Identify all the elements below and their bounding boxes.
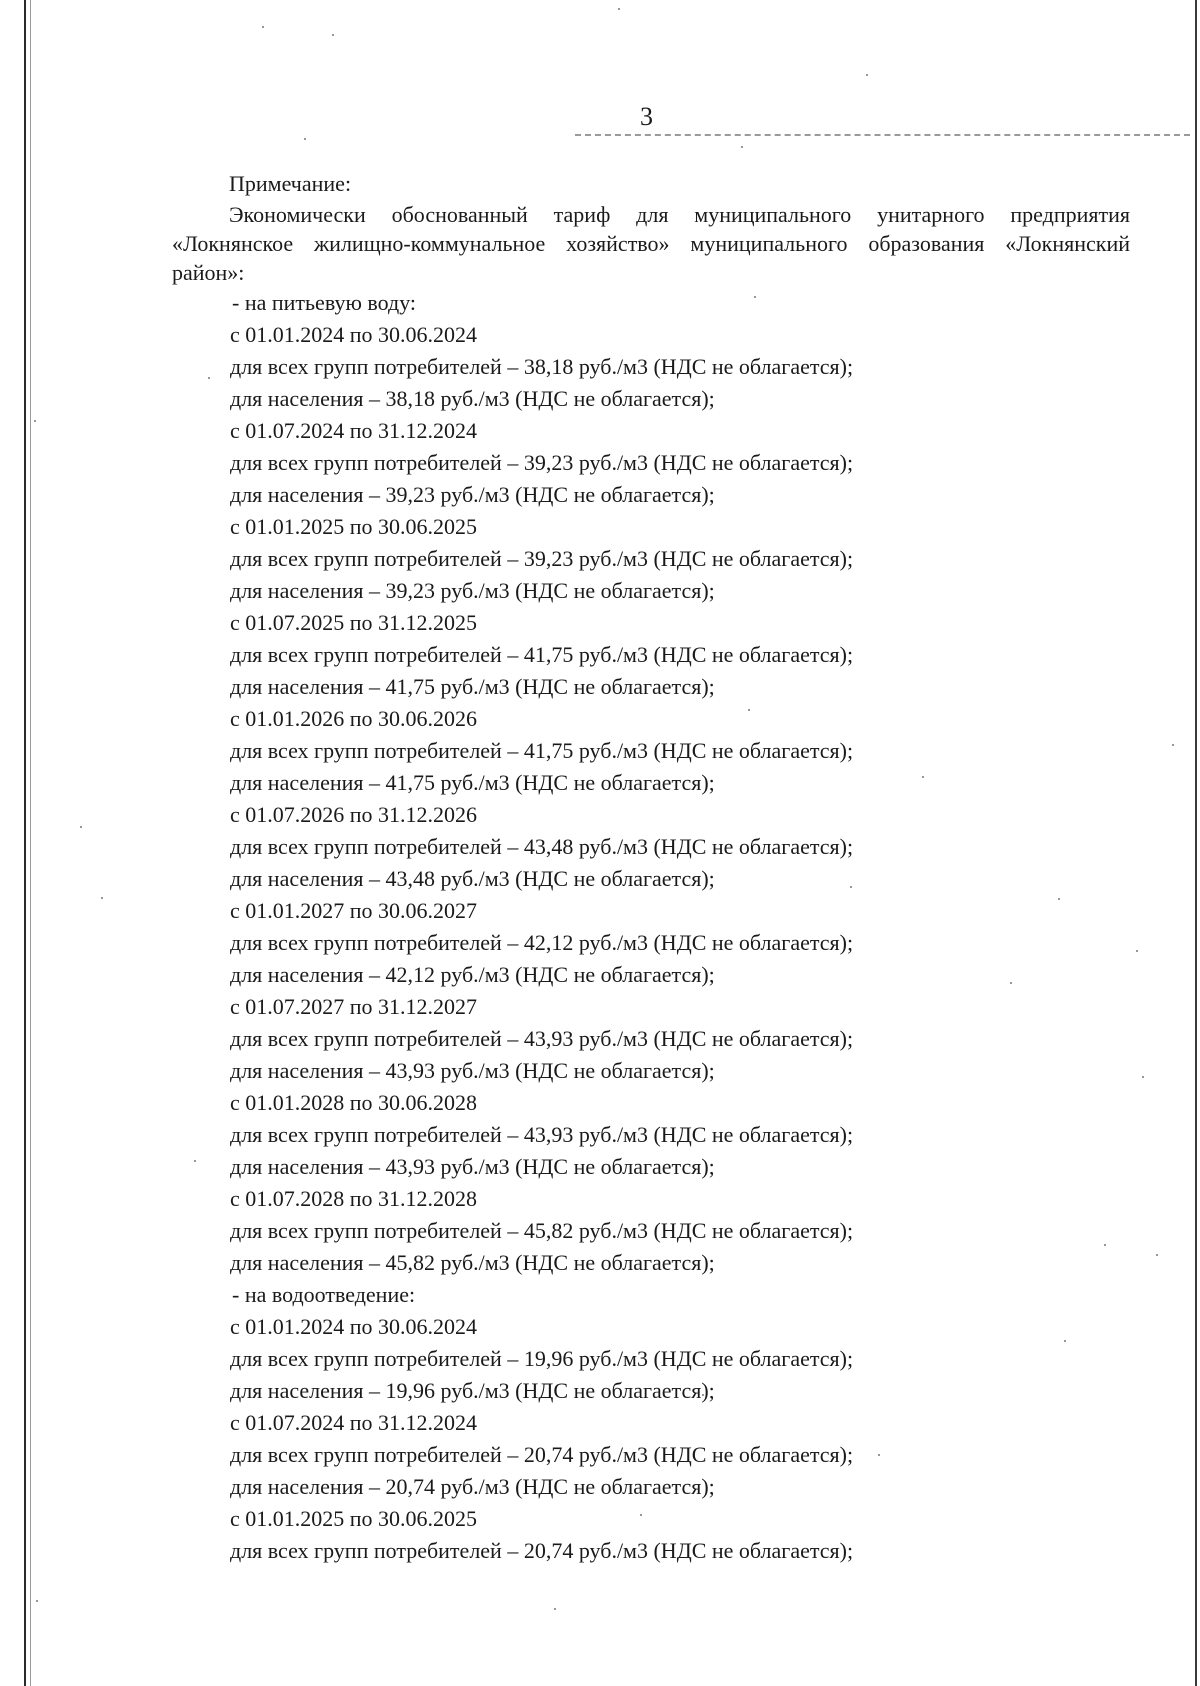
period-heading: с 01.01.2025 по 30.06.2025: [230, 1506, 478, 1531]
scan-speck: [1136, 950, 1138, 952]
note-body: [172, 168, 1130, 1567]
scan-speck: [866, 74, 868, 76]
scan-edge-right: [1195, 0, 1197, 1686]
period-heading: с 01.07.2028 по 31.12.2028: [230, 1186, 478, 1211]
period-heading: с 01.01.2024 по 30.06.2024: [230, 1314, 478, 1339]
scan-speck: [36, 1600, 38, 1602]
tariff-population: для населения – 43,93 руб./м3 (НДС не облагается);: [230, 1058, 715, 1083]
scan-speck: [1142, 1076, 1144, 1078]
section-drinking-water: [172, 287, 1130, 1279]
note-title: Примечание:: [229, 171, 352, 196]
scan-speck: [304, 138, 306, 140]
period-heading: с 01.01.2027 по 30.06.2027: [230, 898, 478, 923]
tariff-all-groups: для всех групп потребителей – 42,12 руб./м3 (НДС не облагается);: [230, 930, 854, 955]
tariff-all-groups: для всех групп потребителей – 38,18 руб./м3 (НДС не облагается);: [230, 354, 854, 379]
scan-speck: [101, 897, 103, 899]
period-heading: с 01.07.2024 по 31.12.2024: [230, 1410, 478, 1435]
tariff-population: для населения – 43,48 руб./м3 (НДС не облагается);: [230, 866, 715, 891]
scan-speck: [332, 34, 334, 36]
scan-edge-shadow: [30, 0, 31, 1686]
tariff-all-groups: для всех групп потребителей – 19,96 руб./м3 (НДС не облагается);: [230, 1346, 854, 1371]
period-heading: с 01.01.2028 по 30.06.2028: [230, 1090, 478, 1115]
tariff-population: для населения – 19,96 руб./м3 (НДС не облагается);: [230, 1378, 715, 1403]
period-heading: с 01.01.2026 по 30.06.2026: [230, 706, 478, 731]
tariff-all-groups: для всех групп потребителей – 39,23 руб./м3 (НДС не облагается);: [230, 546, 854, 571]
scan-edge-left: [24, 0, 26, 1686]
scan-speck: [741, 146, 743, 148]
tariff-population: для населения – 45,82 руб./м3 (НДС не облагается);: [230, 1250, 715, 1275]
section-title: - на питьевую воду:: [232, 290, 417, 315]
tariff-population: для населения – 20,74 руб./м3 (НДС не облагается);: [230, 1474, 715, 1499]
tariff-all-groups: для всех групп потребителей – 43,48 руб./м3 (НДС не облагается);: [230, 834, 854, 859]
tariff-population: для населения – 39,23 руб./м3 (НДС не облагается);: [230, 482, 715, 507]
tariff-population: для населения – 39,23 руб./м3 (НДС не облагается);: [230, 578, 715, 603]
scan-speck: [1172, 744, 1174, 746]
tariff-all-groups: для всех групп потребителей – 41,75 руб./м3 (НДС не облагается);: [230, 738, 854, 763]
tariff-population: для населения – 38,18 руб./м3 (НДС не облагается);: [230, 386, 715, 411]
period-heading: с 01.07.2025 по 31.12.2025: [230, 610, 478, 635]
tariff-all-groups: для всех групп потребителей – 43,93 руб./м3 (НДС не облагается);: [230, 1026, 854, 1051]
scan-speck: [554, 1608, 556, 1610]
scan-speck: [618, 8, 620, 10]
tariff-all-groups: для всех групп потребителей – 45,82 руб./м3 (НДС не облагается);: [230, 1218, 854, 1243]
period-heading: с 01.07.2026 по 31.12.2026: [230, 802, 478, 827]
section-wastewater: [172, 1279, 1130, 1567]
scan-speck: [80, 826, 82, 828]
tariff-all-groups: для всех групп потребителей – 43,93 руб./м3 (НДС не облагается);: [230, 1122, 854, 1147]
tariff-population: для населения – 43,93 руб./м3 (НДС не облагается);: [230, 1154, 715, 1179]
page-number: 3: [640, 102, 653, 131]
section-title: - на водоотведение:: [232, 1282, 416, 1307]
tariff-all-groups: для всех групп потребителей – 20,74 руб./м3 (НДС не облагается);: [230, 1442, 854, 1467]
period-heading: с 01.01.2024 по 30.06.2024: [230, 322, 478, 347]
note-intro: Экономически обоснованный тариф для муниципального унитарного предприятия «Локнянское жилищно-коммунальное хозяйство» муниципального образования «Локнянский район»:: [172, 202, 1130, 285]
tariff-population: для населения – 41,75 руб./м3 (НДС не облагается);: [230, 770, 715, 795]
tariff-all-groups: для всех групп потребителей – 41,75 руб./м3 (НДС не облагается);: [230, 642, 854, 667]
scan-dash-line: [575, 134, 1190, 136]
scan-speck: [34, 420, 36, 422]
period-heading: с 01.01.2025 по 30.06.2025: [230, 514, 478, 539]
period-heading: с 01.07.2024 по 31.12.2024: [230, 418, 478, 443]
scan-speck: [262, 26, 264, 28]
scan-speck: [1156, 1254, 1158, 1256]
tariff-all-groups: для всех групп потребителей – 39,23 руб./м3 (НДС не облагается);: [230, 450, 854, 475]
period-heading: с 01.07.2027 по 31.12.2027: [230, 994, 478, 1019]
tariff-population: для населения – 42,12 руб./м3 (НДС не облагается);: [230, 962, 715, 987]
tariff-population: для населения – 41,75 руб./м3 (НДС не облагается);: [230, 674, 715, 699]
tariff-all-groups: для всех групп потребителей – 20,74 руб./м3 (НДС не облагается);: [230, 1538, 854, 1563]
